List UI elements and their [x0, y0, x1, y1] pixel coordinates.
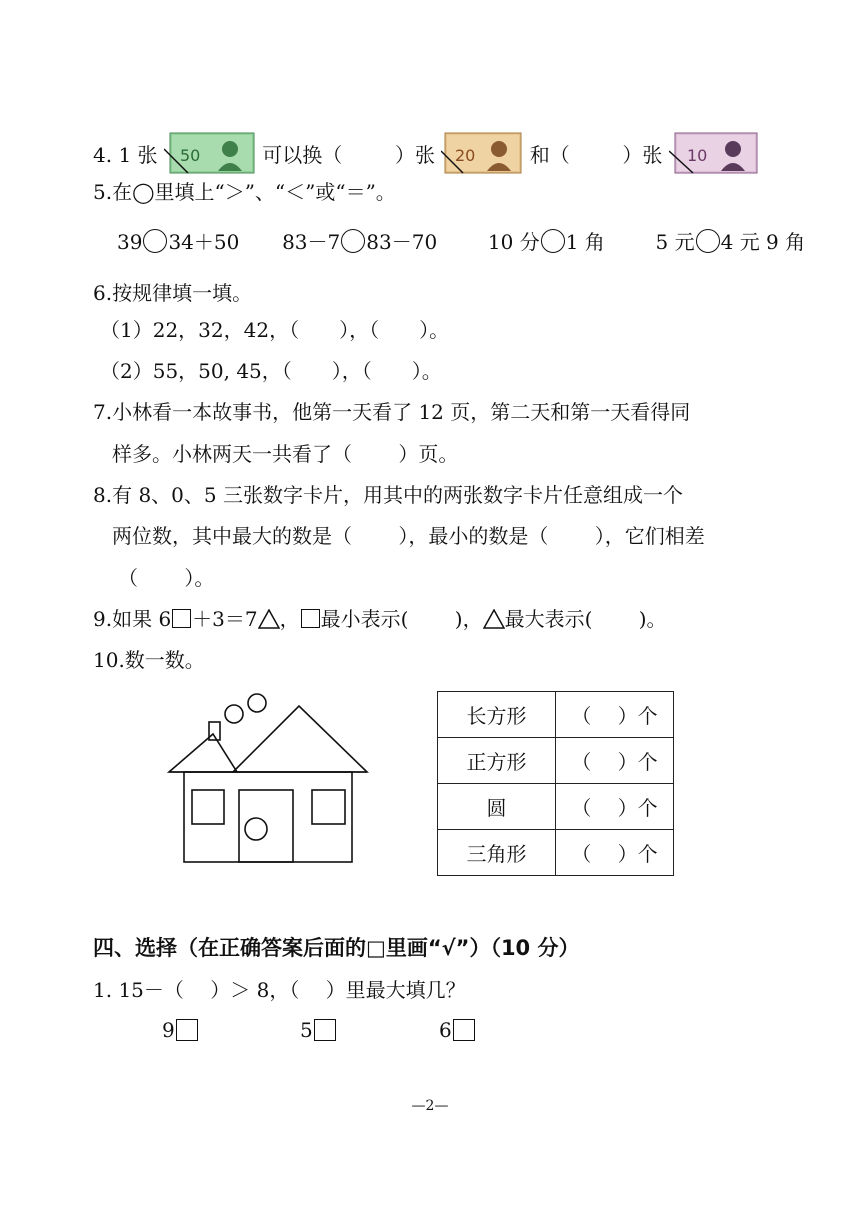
count-blank[interactable]: （ ）个	[556, 830, 674, 876]
compare-circle-icon[interactable]	[541, 229, 565, 253]
answer-checkbox[interactable]	[314, 1019, 336, 1041]
square-blank-icon	[301, 609, 320, 628]
table-row	[438, 830, 674, 876]
section-4-title: 四、选择（在正确答案后面的□里画“√”）（10 分）	[93, 936, 580, 960]
page-number: —2—	[411, 1098, 449, 1114]
answer-checkbox[interactable]	[453, 1019, 475, 1041]
q8-line-3: （ ）。	[118, 566, 215, 590]
window-left-square	[192, 790, 224, 824]
banknote-20-icon	[441, 131, 523, 182]
banknote-10-icon	[669, 131, 759, 182]
square-blank-icon	[172, 609, 191, 628]
q4-text-1: 1 张	[118, 143, 158, 167]
q8-line-1: 8.有 8、0、5 三张数字卡片，用其中的两张数字卡片任意组成一个	[93, 483, 683, 507]
compare-circle-icon[interactable]	[143, 229, 167, 253]
q6-line-1: （1）22，32，42，（ ），（ ）。	[100, 318, 450, 342]
q4-text-5: ）张	[622, 143, 663, 167]
q5-item-4: 5 元 4 元 9 角	[655, 230, 806, 254]
count-table	[437, 691, 674, 876]
count-blank[interactable]: （ ）个	[556, 738, 674, 784]
shape-name: 圆	[438, 784, 556, 830]
q8-line-2: 两位数，其中最大的数是（ ），最小的数是（ ），它们相差	[112, 524, 705, 548]
svg-text:50: 50	[179, 146, 201, 165]
compare-circle-icon[interactable]	[696, 229, 720, 253]
compare-circle-icon[interactable]	[341, 229, 365, 253]
table-row	[438, 738, 674, 784]
q10-title: 10.数一数。	[93, 648, 205, 672]
table-row	[438, 692, 674, 738]
triangle-blank-icon	[258, 609, 280, 629]
window-right-square	[312, 790, 345, 824]
svg-text:20: 20	[455, 146, 476, 165]
shape-name: 三角形	[438, 830, 556, 876]
roof-small-triangle	[169, 734, 237, 772]
q6-line-2: （2）55，50, 45，（ ），（ ）。	[100, 359, 442, 383]
house-body-rect	[184, 772, 352, 862]
smoke-circle-small	[225, 705, 243, 723]
q4-text-4: 和（	[529, 143, 570, 167]
door-circle	[245, 818, 267, 840]
count-blank[interactable]: （ ）个	[556, 692, 674, 738]
s4-q1: 1. 15－（ ）＞ 8，（ ）里最大填几？	[93, 978, 466, 1002]
option-6: 6	[439, 1018, 476, 1042]
q4-text-2: 可以换（	[262, 143, 343, 167]
q7-line-1: 7.小林看一本故事书，他第一天看了 12 页，第二天和第一天看得同	[93, 400, 691, 424]
triangle-blank-icon	[483, 609, 505, 629]
option-5: 5	[300, 1018, 337, 1042]
shape-name: 长方形	[438, 692, 556, 738]
svg-text:10: 10	[686, 146, 708, 165]
q5-item-2: 83－7 83－70	[282, 230, 438, 254]
q4-line	[93, 131, 759, 182]
option-9: 9	[162, 1018, 199, 1042]
q5-item-1: 39 34＋50	[117, 230, 240, 254]
house-figure	[165, 690, 375, 870]
q9-line: 9.如果 6 ＋3＝7 ， 最小表示( )， 最大表示( )。	[93, 607, 667, 631]
q4-text-3: ）张	[394, 143, 435, 167]
shape-name: 正方形	[438, 738, 556, 784]
q4-number: 4.	[93, 143, 113, 167]
q5-items	[117, 228, 805, 256]
answer-checkbox[interactable]	[176, 1019, 198, 1041]
q5-title: 5.在◯里填上“＞”、“＜”或“＝”。	[93, 180, 396, 204]
q5-item-3: 10 分 1 角	[487, 230, 605, 254]
table-row	[438, 784, 674, 830]
count-blank[interactable]: （ ）个	[556, 784, 674, 830]
smoke-circle-large	[248, 694, 266, 712]
q7-line-2: 样多。小林两天一共看了（ ）页。	[112, 442, 459, 466]
banknote-50-icon	[164, 131, 256, 182]
roof-large-triangle	[233, 706, 367, 772]
q6-title: 6.按规律填一填。	[93, 281, 253, 305]
